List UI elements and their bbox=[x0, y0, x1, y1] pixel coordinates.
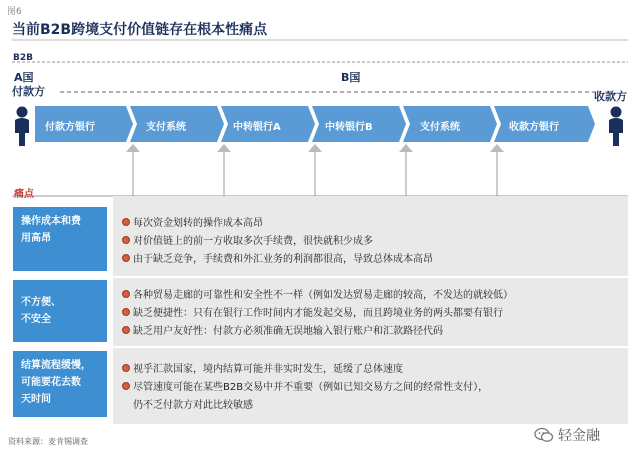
value-chain-diagram bbox=[0, 0, 640, 200]
bullet-icon bbox=[122, 218, 130, 226]
payee-label: 收款方 bbox=[594, 90, 627, 103]
chain-label-4: 中转银行B bbox=[325, 122, 373, 133]
bullet-icon bbox=[122, 290, 130, 298]
bullet-icon bbox=[122, 326, 130, 334]
bullet-icon bbox=[122, 254, 130, 262]
pain-category-cost bbox=[13, 207, 107, 271]
pain-item: 缺乏便捷性：只有在银行工作时间内才能发起交易，而且跨境业务的两头都要有银行 bbox=[122, 304, 503, 319]
chain-label-2: 支付系统 bbox=[146, 122, 186, 133]
source-note: 资料来源：麦肯锡调查 bbox=[8, 437, 88, 446]
category-line: 结算流程缓慢， bbox=[21, 360, 91, 371]
pain-item: 尽管速度可能在某些B2B交易中并不重要（例如已知交易方之间的经常性支付）， bbox=[122, 378, 488, 393]
country-a-label: A国 bbox=[14, 71, 34, 84]
pain-category-inconvenience bbox=[13, 280, 107, 342]
bullet-icon bbox=[122, 382, 130, 390]
bullet-icon bbox=[122, 364, 130, 372]
brand-watermark bbox=[534, 425, 600, 445]
pain-item: 视乎汇款国家，境内结算可能并非实时发生，延缓了总体速度 bbox=[122, 360, 403, 375]
page-title: 当前B2B跨境支付价值链存在根本性痛点 bbox=[12, 22, 268, 38]
row-divider bbox=[113, 276, 628, 278]
brand-name: 轻金融 bbox=[558, 428, 600, 444]
pain-item: 对价值链上的前一方收取多次手续费，很快就积少成多 bbox=[122, 232, 373, 247]
category-line: 操作成本和费 bbox=[21, 216, 81, 227]
pain-item: 缺乏用户友好性：付款方必须准确无误地输入银行账户和汇款路径代码 bbox=[122, 322, 443, 337]
payer-label: 付款方 bbox=[12, 85, 45, 98]
chain-label-5: 支付系统 bbox=[420, 122, 460, 133]
pain-category-slow-settlement bbox=[13, 351, 107, 417]
chain-label-3: 中转银行A bbox=[233, 122, 281, 133]
row-divider bbox=[113, 346, 628, 348]
chain-label-1: 付款方银行 bbox=[45, 122, 95, 133]
figure-label: 图6 bbox=[7, 7, 22, 17]
pointer-head-5 bbox=[490, 144, 504, 152]
country-b-label: B国 bbox=[341, 71, 361, 84]
pain-item: 由于缺乏竞争，手续费和外汇业务的利润都很高，导致总体成本高昂 bbox=[122, 250, 433, 265]
pointer-head-1 bbox=[126, 144, 140, 152]
pain-points-title: 痛点 bbox=[14, 189, 34, 200]
category-line: 天时间 bbox=[21, 394, 51, 405]
pain-item: 仍不乏付款方对此比较敏感 bbox=[133, 400, 253, 411]
bullet-icon bbox=[122, 308, 130, 316]
category-line: 不方便、 bbox=[21, 297, 61, 308]
pointer-head-4 bbox=[399, 144, 413, 152]
category-line: 可能要花去数 bbox=[21, 377, 81, 388]
payer-person-icon bbox=[15, 107, 29, 147]
wechat-icon bbox=[534, 427, 554, 443]
category-line: 不安全 bbox=[21, 314, 51, 325]
pointer-head-2 bbox=[217, 144, 231, 152]
b2b-label: B2B bbox=[13, 53, 33, 63]
pointer-head-3 bbox=[308, 144, 322, 152]
chain-label-6: 收款方银行 bbox=[509, 122, 559, 133]
bullet-icon bbox=[122, 236, 130, 244]
pain-item: 每次资金划转的操作成本高昂 bbox=[122, 214, 263, 229]
payee-person-icon bbox=[609, 107, 623, 147]
category-line: 用高昂 bbox=[21, 233, 51, 244]
pain-item: 各种贸易走廊的可靠性和安全性不一样（例如发达贸易走廊的较高，不发达的就较低） bbox=[122, 286, 513, 301]
